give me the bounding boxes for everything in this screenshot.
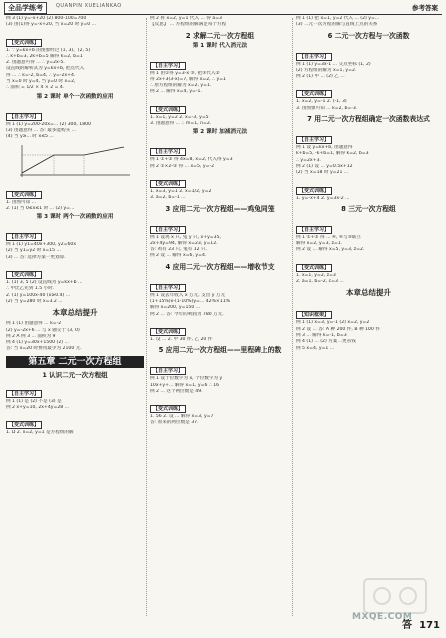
section-tag: 【变式训练】 — [150, 106, 186, 114]
answer-line: (3) 由(1)得 y=-x+20, 当 x=20 时 y=0 ... — [6, 22, 96, 28]
answer-line: 例 1 (1) 是 (2) 不是 (3) 是 — [6, 398, 62, 404]
answer-line: 2. 由题意可得 ... ∴ y=2x-5. — [6, 60, 65, 66]
answer-line: 例 2 (1) 设 ... y=0.5x+12 — [296, 163, 353, 169]
section-tag: 【变式训练】 — [6, 271, 42, 279]
answer-line: k+b=5, -k+b=1, 解得 k=2, b=3 — [296, 151, 369, 157]
answer-line: (3) 二元一次方程的解与直线上点的关系 — [296, 22, 378, 28]
answer-line: 2. (1) 当 0≤x≤1 时 ... (2) y=... — [6, 205, 75, 211]
section-tag: 【自主学习】 — [150, 226, 186, 234]
section-tag: 【自主学习】 — [296, 226, 332, 234]
lesson-title: 第 2 课时 加减消元法 — [192, 129, 248, 136]
answer-line: 例 1 (1) y=3x-1 ... 交点坐标 (1, 2) — [296, 61, 371, 67]
answer-line: 设直线的解析式为 y=kx+b, 把点代入 — [6, 66, 85, 72]
section-tag: 【变式训练】 — [6, 191, 42, 199]
section-tag: 【自主学习】 — [150, 284, 186, 292]
section-heading — [150, 263, 290, 272]
brand-subtitle: QUANPIN XUELIANKAO — [56, 3, 122, 9]
section-heading-text: 3 应用二元一次方程组——鸡兔同笼 — [165, 204, 275, 213]
section-tag: 【自主学习】 — [6, 233, 42, 241]
answer-line: 例 2 设 ... 答: A 种 200 件, B 种 100 件 — [296, 326, 380, 332]
answer-line: (3) 由题意得 ... 答: 最多能购买 ... — [6, 127, 77, 133]
answer-line: (2) 当 y=280 时 x=3.2 ... — [6, 298, 63, 304]
brand-logo: 全品学练考 — [4, 2, 47, 14]
section-heading-text: 2 求解二元一次方程组 — [185, 31, 255, 40]
section-tag: 【变式训练】 — [150, 180, 186, 188]
answer-line: ∴ 甲比乙先到 1.5 小时. — [6, 286, 55, 292]
answer-line: 1. x=1, y=2, z=3 — [296, 272, 336, 278]
column-left — [6, 16, 144, 616]
section-tag: 【变式训练】 — [150, 405, 186, 413]
answer-line: ∴ 面积 = 1/2 × 4 × 2 = 4. — [6, 85, 65, 91]
section-heading-text: 7 用二元一次方程组确定一次函数表达式 — [307, 115, 430, 124]
section-heading — [296, 32, 441, 41]
answer-line: (1+15%)x-(1-10%)y=... 42%×11% — [150, 299, 230, 305]
answer-line: 解得 x=2, y=3, z=1. — [296, 241, 343, 247]
section-tag: 【自主学习】 — [6, 113, 42, 121]
section-heading-text: 4 应用二元一次方程组——增收节支 — [165, 262, 275, 271]
answer-line: 1. x=2, y=-1 2. (-1, 3) — [296, 99, 347, 105]
lesson-title: 第 1 课时 代入消元法 — [192, 42, 248, 49]
answer-line: 例 1 设 y=kx+b, 由题意得 — [296, 145, 353, 151]
answer-line: 1. 设 ... 2. 甲 30 件, 乙 20 件 — [150, 336, 213, 342]
column-right — [296, 16, 441, 616]
section-heading — [150, 205, 290, 214]
answer-line: 1. x=3, y=1 2. x=1/2, y=2 — [150, 188, 212, 194]
summary-title: 本章总结提升 — [346, 288, 391, 298]
page-number: 171 — [419, 620, 440, 631]
answer-line: 2. a=1, b=-2, c=3 ... — [296, 279, 344, 285]
answer-line: ∴ 原方程组的解为 x=2, y=1. — [150, 83, 212, 89]
answer-line: 例 2 ... 解得 x=4, y=-1. — [150, 89, 202, 95]
answer-line: (2) 当 x=18 时 y=21 ... — [296, 170, 349, 176]
answer-line: (2) 方程组的解为 x=1, y=2. — [296, 67, 357, 73]
answer-line: 3. 由图象可知 ... k=2, b=-3. — [296, 105, 358, 111]
answer-line: 2. (1) y=100x-40 (x≥0.4) ... — [6, 292, 71, 298]
answer-line: 例 4 (1) ... (2) 方案二更省钱 — [296, 339, 356, 345]
section-tag: 【变式训练】 — [296, 187, 332, 195]
header-section-title: 参考答案 — [412, 4, 438, 12]
lesson-title: 第 3 课时 两个一次函数的应用 — [36, 214, 114, 221]
answer-line: 例 1 设鸡 x 只, 兔 y 只, x+y=35, — [150, 234, 221, 240]
answer-line: 10x+y+... 解得 x=1, y=6 ∴ 16 — [150, 382, 220, 388]
answer-line: 例 2 (1) 甲 ... (2) 乙 ... — [296, 74, 345, 80]
answer-line: 例 2 设 ... 解得 x=6, y=4. — [150, 253, 207, 259]
answer-line: 例 2 将 x=2, y=1 代入 ... 得 a=3 — [150, 16, 222, 21]
answer-line: 答: 当 x=20 时费用最少为 2100 元. — [6, 346, 82, 352]
section-tag: 【自主学习】 — [6, 390, 42, 398]
answer-line: 2x+4y=94, 解得 x=23, y=12. — [150, 240, 218, 246]
page-label: 答 — [402, 620, 412, 631]
answer-line: 例 3 (1) y=-x+20 (2) 800-100=700 — [6, 16, 87, 21]
answer-line: 1. y=-x+4 2. y=3x-2 ... — [296, 195, 350, 201]
answer-line: 例 1 (1) 由题意得 ... k=-2 — [6, 321, 62, 327]
answer-line: 例 1 ①+② 得 4x=8, x=2, 代入得 y=3 — [150, 157, 233, 163]
answer-line: 1. D 2. x=2, y=1 是方程组的解 — [6, 430, 74, 436]
column-divider — [292, 18, 293, 616]
section-tag: 【变式训练】 — [6, 421, 42, 429]
answer-line: 1. ∵ y=kx+b 的图象经过 (1, 3)、(2, 5) — [6, 47, 91, 53]
section-heading — [150, 32, 290, 41]
answer-line: 例 2 ①×2-② 得 ... x=5, y=-2 — [150, 163, 215, 169]
answer-line: 例 4 (1) y=30x+1500 (2) ... — [6, 340, 69, 346]
answer-line: 答: 原来的两位数是 37. — [150, 420, 199, 426]
answer-line: 例 2 A 例 3 ... 面积为 9 — [6, 333, 56, 339]
answer-line: 例 1 (1) x=3, y=-1 (2) x=2, y=2 — [296, 320, 370, 326]
answer-line: (2) y=-2x+6 ... 与 x 轴交于 (3, 0) — [6, 327, 80, 333]
answer-line: ∴ k+b=3, 2k+b=5 解得 k=2, b=1 — [6, 53, 83, 59]
chapter-title: 第五章 二元一次方程组 — [6, 356, 144, 368]
section-tag: 【知识框架】 — [296, 311, 332, 319]
answer-line: 例 2 ... 这个两位数是 49. — [150, 388, 203, 394]
answer-line: 例 2 设 ... 解得 x=5, y=3, z=2. — [296, 247, 365, 253]
answer-line: 例 1 由①得 y=3-x ③, 把③代入② — [150, 70, 220, 76]
answer-line: 得 ... ∴ k=-2, b=4, ∴ y=-2x+4. — [6, 72, 76, 78]
section-heading-text: 8 三元一次方程组 — [341, 204, 396, 213]
section-tag: 【自主学习】 — [296, 136, 332, 144]
answer-line: (2) 当 y1=y2 时 x=15 ... — [6, 248, 61, 254]
section-tag: 【变式训练】 — [6, 39, 42, 47]
answer-line: 例 1 ①+② 得 ... ④, ④与③联立 — [296, 234, 361, 240]
answer-line: 1. 由图可知 ... — [6, 199, 37, 205]
chapter-subtitle: 1 认识二元一次方程组 — [42, 370, 108, 379]
section-tag: 【自主学习】 — [150, 148, 186, 156]
answer-line: 例 1 设十位数字为 x, 个位数字为 y — [150, 376, 223, 382]
answer-line: 1. (1) 3, 5 (2) 设直线为 y=kx+b ... — [6, 280, 83, 286]
summary-title: 本章总结提升 — [52, 308, 98, 318]
answer-line: 例 1 设去年收入 x 万元, 支出 y 万元 — [150, 292, 226, 298]
column-divider — [146, 18, 147, 616]
answer-line: 3. 由题意得 ... ∴ m=1, n=2. — [150, 121, 212, 127]
page-number-bar — [388, 619, 440, 633]
section-tag: 【自主学习】 — [296, 53, 332, 61]
answer-line: (3) ... 答: 选择方案一更划算. — [6, 254, 66, 260]
answer-line: 3. a=2, b=-1 ... — [150, 195, 186, 201]
answer-line: ∴ y=2x+3. — [296, 157, 321, 163]
lesson-title: 第 2 课时 单个一次函数的应用 — [36, 93, 114, 100]
page-header — [0, 0, 446, 14]
answer-line: 当 x=0 时 y=4, 当 y=0 时 x=2, — [6, 79, 76, 85]
column-middle — [150, 16, 290, 616]
answer-line: 1. x=1, y=2 2. x=-3, y=5 — [150, 114, 209, 120]
answer-line: 例 2 x+y=10, 2x+4y=28 ... — [6, 405, 70, 411]
answer-line: 例 1 (1) 把 x=1, y=2 代入 ... (2) y=... — [296, 16, 380, 21]
section-heading-text: 6 二元一次方程与一次函数 — [327, 31, 410, 40]
watermark-text: MXQE.COM — [352, 612, 413, 622]
section-heading — [296, 205, 441, 214]
section-tag: 【自主学习】 — [150, 62, 186, 70]
section-tag: 【自主学习】 — [150, 367, 186, 375]
answer-line: 例 5 x=4, y=1 ... — [296, 345, 335, 351]
section-heading — [150, 346, 290, 355]
answer-line: 【反思】 ... 方程组的解满足每个方程 — [150, 22, 227, 28]
answer-line: 例 2 ... 答: 今年的利润为 780 万元. — [150, 311, 224, 317]
graph-figure — [14, 143, 134, 179]
answer-line: 1. 56 2. 设 ... 解得 x=3, y=7 — [150, 414, 214, 420]
section-tag: 【变式训练】 — [150, 328, 186, 336]
answer-line: 解得 x=200, y=150 ... — [150, 305, 201, 311]
section-tag: 【变式训练】 — [296, 90, 332, 98]
section-tag: 【变式训练】 — [296, 264, 332, 272]
header-rule — [4, 14, 442, 15]
function-graph — [14, 143, 134, 179]
section-heading — [296, 115, 441, 124]
answer-line: 例 3 ... 解得 k=-1, b=3 — [296, 332, 347, 338]
answer-line: 例 1 (1) y1=40x+300, y2=60x — [6, 242, 77, 248]
answer-line: (4) 当 y≥... 时 x≤5 ... — [6, 134, 54, 140]
section-heading-text: 5 应用二元一次方程组——里程碑上的数 — [158, 346, 282, 355]
answer-line: 得 2x+3(3-x)=7, 解得 x=2, ∴ y=1 — [150, 76, 226, 82]
answer-line: 答: 鸡有 23 只, 兔有 12 只. — [150, 247, 208, 253]
answer-line: 例 1 (1) y=200-20x=... (2) 300, 1800 — [6, 121, 91, 127]
